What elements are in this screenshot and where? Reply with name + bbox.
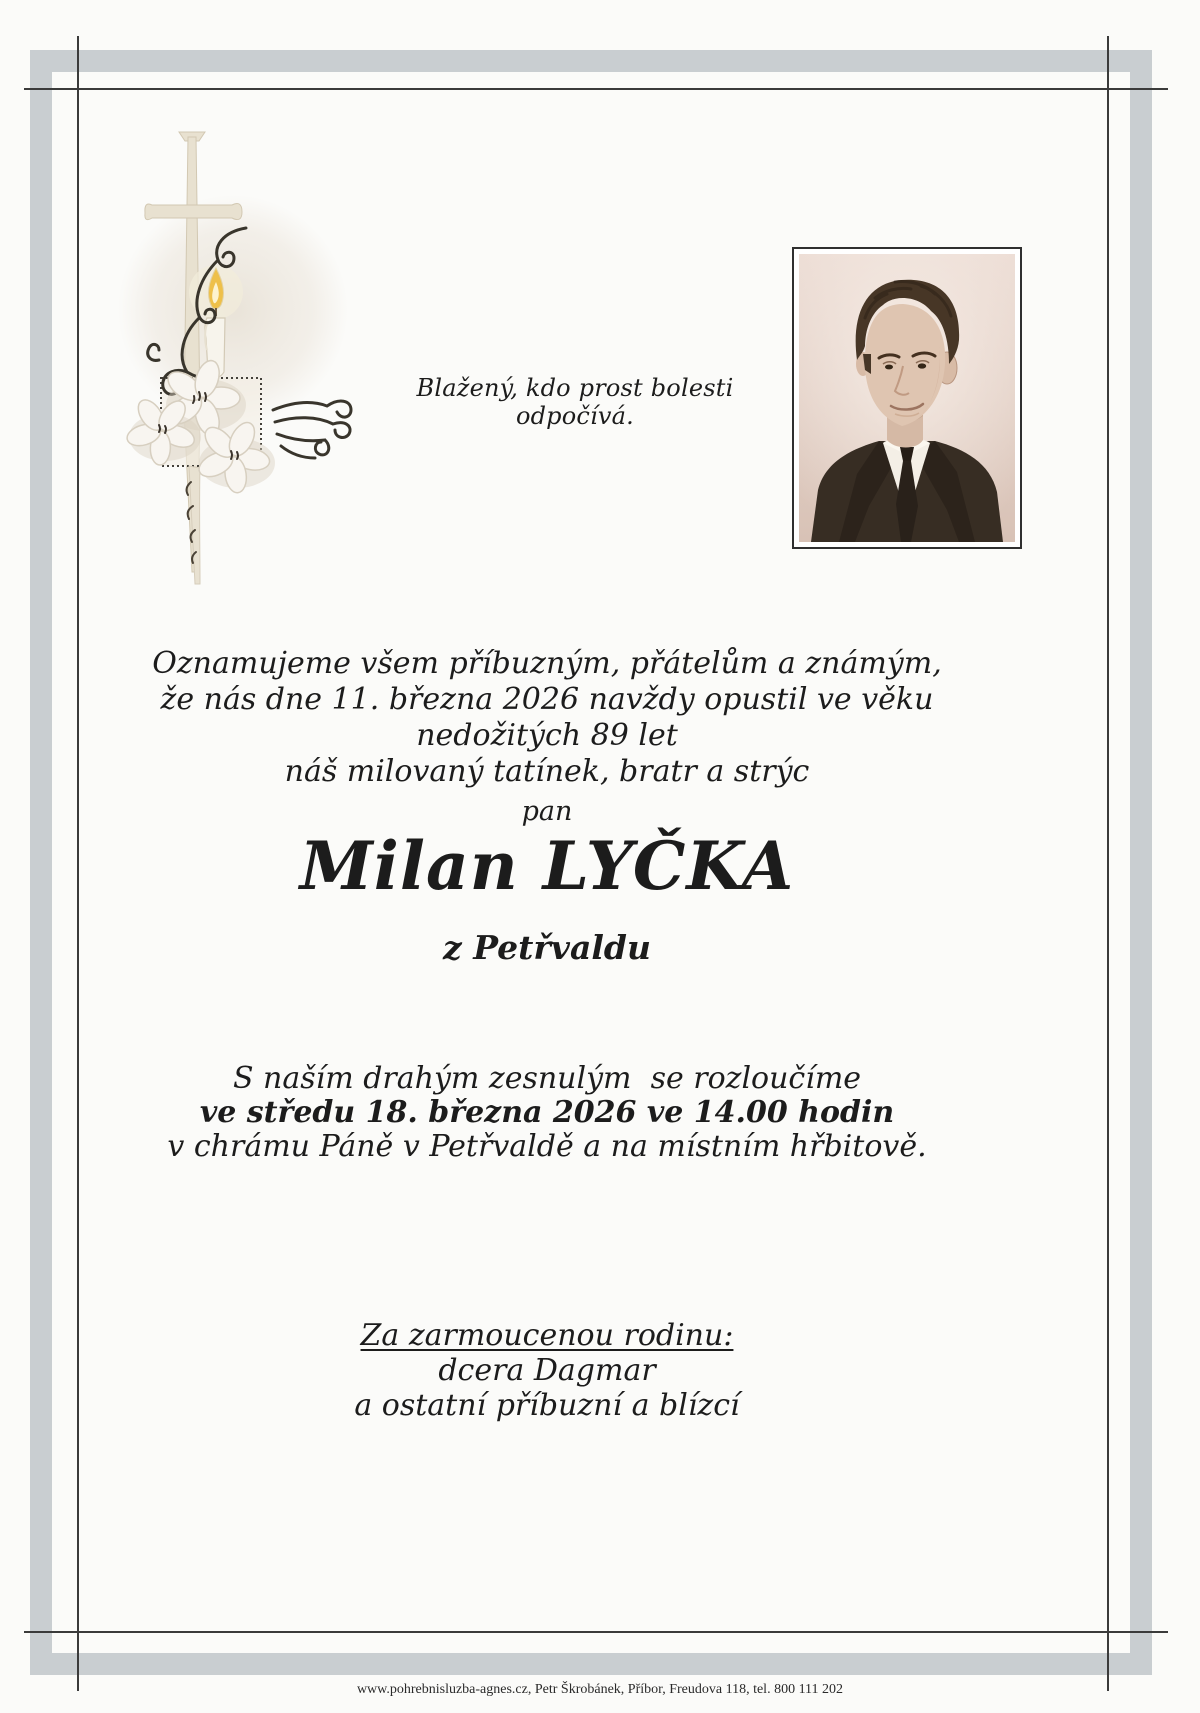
announcement-line-1: Oznamujeme všem příbuzným, přátelům a známým,	[152, 646, 942, 681]
memorial-quote: Blažený, kdo prost bolesti odpočívá.	[416, 374, 734, 430]
thin-frame-line-right	[1107, 36, 1109, 1691]
thin-frame-line-top	[24, 88, 1168, 90]
candle-cross-flowers-icon	[95, 110, 355, 590]
family-line-2: a ostatní příbuzní a blízcí	[354, 1388, 740, 1423]
deceased-origin: z Petřvaldu	[443, 928, 651, 967]
family-heading: Za zarmoucenou rodinu:	[360, 1318, 734, 1353]
deceased-name: Milan LYČKA	[299, 827, 795, 905]
family-line-1: dcera Dagmar	[438, 1353, 656, 1388]
farewell-text	[80, 1062, 1014, 1164]
funeral-service-contact: www.pohrebnisluzba-agnes.cz, Petr Škrobánek, Příbor, Freudova 118, tel. 800 111 202	[356, 1682, 844, 1697]
family-signature	[80, 1318, 1014, 1423]
farewell-line-1: S naším drahým zesnulým se rozloučíme	[232, 1061, 862, 1096]
announcement-text	[80, 646, 1014, 790]
announcement-line-2: že nás dne 11. března 2026 navždy opustil ve věku nedožitých 89 let	[160, 682, 934, 753]
honorific: pan	[521, 796, 573, 827]
deceased-portrait	[792, 247, 1022, 549]
thin-frame-line-bottom	[24, 1631, 1168, 1633]
announcement-line-3: náš milovaný tatínek, bratr a strýc	[284, 754, 810, 789]
farewell-line-2: ve středu 18. března 2026 ve 14.00 hodin	[199, 1095, 895, 1130]
farewell-line-3: v chrámu Páně v Petřvaldě a na místním hřbitově.	[167, 1129, 927, 1164]
thin-frame-line-left	[77, 36, 79, 1691]
